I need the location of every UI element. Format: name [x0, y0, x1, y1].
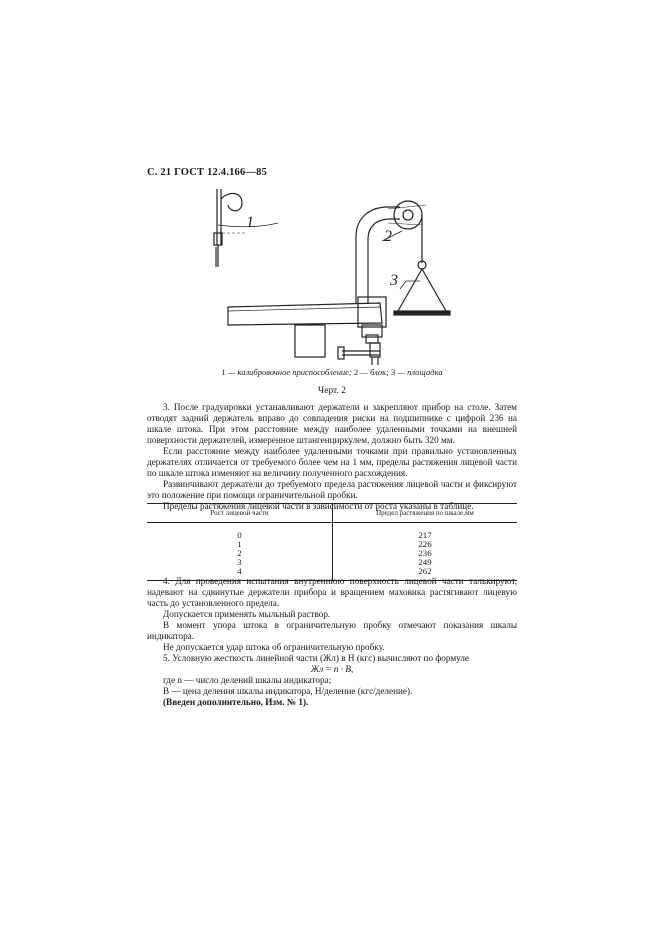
paragraph: 5. Условную жесткость линейной части (Жл) в Н (кгс) вычисляют по формуле [163, 653, 470, 663]
figure-caption [147, 367, 517, 377]
stretch-limits-table [147, 503, 517, 581]
table-cell: 0 [147, 523, 333, 541]
table-header-limit: Предел растяжения по шкале,мм [333, 504, 518, 523]
caption-text-2: — блок; [358, 367, 392, 377]
paragraph: В момент упора штока в ограничительную пробку отмечают показания шкалы индикатора. [147, 620, 517, 641]
table-row [147, 558, 517, 567]
figure-label-1: 1 [246, 214, 254, 231]
table-cell: 4 [147, 567, 333, 581]
table-cell: 236 [418, 548, 432, 558]
table-cell: 1 [147, 540, 333, 549]
paragraph: Допускается применять мыльный раствор. [163, 609, 331, 619]
caption-num-2: 2 [353, 367, 359, 377]
table-cell: 217 [418, 530, 432, 540]
paragraph: Пределы растяжения лицевой части в зависимости от роста указаны в таблице. [163, 501, 474, 511]
caption-text-3: — площадка [395, 367, 443, 377]
paragraph: 4. Для проведения испытания внутреннюю поверхность лицевой части талькируют, надевают на сдвинутые держатели прибора и вращением маховика растягивают лицевую часть до установленного предела. [147, 576, 517, 608]
paragraph: 3. После градуировки устанавливают держатели и закрепляют прибор на столе. Затем отводят задний держатель вправо до совпадения риски на подшипнике с цифрой 236 на шкале штока. При этом расстояние между наиболее удаленными точками на внешней поверхности держателей, измеренное штангенциркулем, должно быть 320 мм. [147, 402, 517, 445]
page-header: С. 21 ГОСТ 12.4.166—85 [147, 167, 268, 178]
table-row [147, 549, 517, 558]
amendment-note: (Введен дополнительно, Изм. № 1). [163, 697, 309, 707]
table-row [147, 540, 517, 549]
paragraph: Если расстояние между наиболее удаленными точками при правильно установленных держателях отличается от требуемого более чем на 1 мм, пределы растяжения лицевой части по шкале штока изменяют на величину полученного расхождения. [147, 446, 517, 478]
table-cell: 3 [147, 558, 333, 567]
body-text-section [147, 402, 517, 512]
table-cell: 226 [418, 539, 432, 549]
paragraph: Не допускается удар штока об ограничительную пробку. [163, 642, 385, 652]
table-cell: 2 [147, 549, 333, 558]
table-cell: 262 [333, 567, 518, 581]
where-clause-n: где n — число делений шкалы индикатора; [163, 675, 332, 685]
figure-number: Черт. 2 [318, 386, 346, 396]
figure-label-3: 3 [390, 272, 398, 289]
formula: Жл = n · B, [310, 664, 354, 674]
body-text-section-2 [147, 576, 517, 708]
paragraph: Развинчивают держатели до требуемого предела растяжения лицевой части и фиксируют это положение при помощи ограничительной пробки. [147, 479, 517, 500]
table-row [147, 523, 517, 541]
table-header-size: Рост лицевой части [147, 504, 333, 523]
figure-label-2: 2 [384, 228, 392, 245]
apparatus-drawing [150, 185, 460, 365]
table-cell: 249 [418, 557, 432, 567]
caption-text-1: — калибровочное приспособление; [225, 367, 354, 377]
where-clause-b: B — цена деления шкалы индикатора, Н/деление (кгс/деление). [163, 686, 413, 696]
caption-num-3: 3 [391, 367, 396, 377]
caption-num-1: 1 [221, 367, 226, 377]
